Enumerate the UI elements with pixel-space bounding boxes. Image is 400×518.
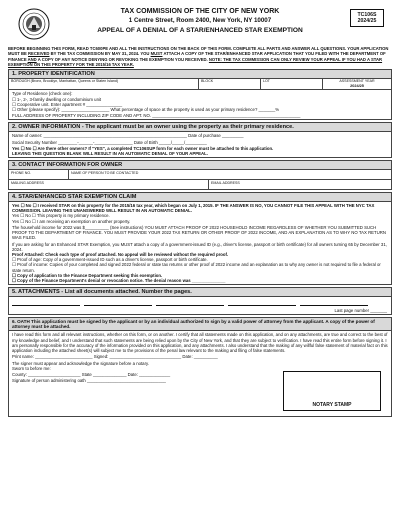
residence-option-other[interactable]: ☐ Other (please specify): ____________________ What percentage of space at the property is used as your primary residence? _______%	[12, 107, 280, 113]
notary-ack-note: The signer must appear and acknowledge the signature before a notary.	[12, 360, 150, 366]
lot-label: LOT	[263, 79, 270, 84]
form-id-box	[350, 9, 384, 27]
contact-row-1	[8, 170, 392, 180]
intro-note: THE TAX COMMISSION CAN ONLY REVIEW YOUR APPEAL IF YOU HAD A STAR EXEMPTION ON THIS PROPERTY FOR THE 2015/16 TAX YEAR.	[8, 56, 383, 67]
household-income-field[interactable]: The household income for 2022 was $__________ (See instructions) YOU MUST ATTACH PROOF OF 2022 HOUSEHOLD INCOME REGARDLESS OF WHETHER YOU SUBMITTED SUCH PROOF TO THE DEPARTMENT OF FINANCE. YOU MUST PROVIDE YOUR 2022 TAX RETURN OR OTHER PROOF OF 2022 INCOME, AND AN EXPLANATION AS TO WHY NO TAX RETURN WAS FILED.	[12, 224, 386, 241]
assessment-year-value: 2024/25	[350, 84, 364, 89]
email-label: EMAIL ADDRESS	[211, 180, 240, 185]
title-block	[68, 8, 332, 35]
intro-text-1: BEFORE BEGINNING THIS FORM, READ TC600PE AND ALL THE INSTRUCTIONS ON THE BACK OF THIS FORM. COMPLETE ALL PARTS AND ANSWER ALL QUESTIONS. YOUR APPLICATION MUST BE	[8, 46, 389, 57]
city-seal-icon	[18, 8, 50, 40]
form-id: TC106S	[357, 12, 377, 18]
residence-type-box	[8, 90, 392, 120]
block-label: BLOCK	[201, 79, 214, 84]
ssn-dob-field[interactable]: Social Security Number ________-______-________________ Date of Birth _____/_____/_________	[12, 139, 207, 145]
section-5-header: 5. ATTACHMENTS - List all documents attached. Number the pages.	[8, 287, 392, 297]
mailing-address-label: MAILING ADDRESS	[11, 180, 44, 185]
contact-person-label: NAME OF PERSON TO BE CONTACTED	[71, 170, 139, 175]
section-2-header: 2. OWNER INFORMATION - The applicant must be an owner using the property as their primary residence.	[8, 122, 392, 132]
notary-stamp-label: NOTARY STAMP	[312, 402, 352, 409]
intro-text-2: BY THE TAX COMMISSION BY MAY 31, 2024. YOU	[49, 51, 151, 57]
intro-note-label: NOTE:	[208, 56, 222, 62]
last-page-number-field[interactable]: Last page number _______	[334, 307, 387, 313]
full-address-field[interactable]: FULL ADDRESS OF PROPERTY INCLUDING ZIP CODE AND APT. NO. ______________________________________________________________	[12, 113, 301, 119]
assessment-year-field	[323, 79, 391, 90]
form-year: 2024/25	[357, 18, 377, 25]
property-id-row	[8, 79, 392, 91]
other-owners-question[interactable]: Yes ☐ No ☐ Are there other owners? If "YES", a completed TC106SUP form for each owner must be attached to this application.	[12, 145, 274, 151]
attachment-line-5[interactable]	[300, 298, 368, 306]
blank-warning: LEAVING THIS QUESTION BLANK WILL RESULT IN AN AUTOMATIC DENIAL OF YOUR APPEAL.	[12, 151, 208, 156]
oath-text: I have read this form and all relevant instructions, whether on this form, or on another. I certify that all statements made on this application, and on any attachments, are true and correct to the best of my knowledge and belief, and I understand that such statements are being relied upon by the City of New York, and that they are subject to verification. I have read this entire form before signing it. I am personally responsible for the accuracy of the information provided on this application, and any attachments. I also understand that the making of any willful false statement of material fact on this application including the attached sheet(s) will subject me to the provisions of the penal law relevant to the making and filing of false statements.	[12, 332, 388, 354]
owner-info-box	[8, 132, 392, 158]
section-3-header: 3. CONTACT INFORMATION FOR OWNER	[8, 160, 392, 170]
assessment-year-label: ASSESSMENT YEAR	[339, 79, 375, 84]
section-6-header: 6. OATH This application must be signed by the applicant or by an individual authorized to sign by a valid power of attorney from the applicant. A copy of the power of attorney must be attached.	[8, 317, 392, 331]
enhanced-star-note: If you are asking for an Enhanced STAR Exemption, you MUST attach a copy of a government-issued ID (e.g., driver's license, passport or birth certificate) for all owners turning 65 by December 31, 2024.	[12, 241, 387, 252]
residence-option-family[interactable]: ☐ 1-, 2-, 3-family dwelling or condominium unit	[12, 96, 102, 102]
contact-person-field[interactable]	[69, 170, 391, 179]
intro-text-3: ATTACH A COPY OF THE STAR/ENHANCED STAR APPLICATION THAT YOU FILED WITH THE DEPARTMENT OF FINANCE	[8, 51, 386, 62]
agency-address: 1 Centre Street, Room 2400, New York, NY 10007	[128, 16, 272, 24]
proof-attached-heading: Proof Attached: Check each type of proof attached. No appeal will be reviewed without the required proof.	[12, 251, 229, 257]
proof-denial-checkbox[interactable]: ☐ Copy of the Finance Department's denial or revocation notice. The denial reason was ______________	[12, 278, 226, 284]
proof-age-checkbox[interactable]: ☐ Proof of age: Copy of a government-issued ID such as a driver's license, passport or birth certificate.	[12, 257, 208, 263]
mailing-address-field[interactable]	[9, 180, 209, 189]
intro-paragraph	[8, 46, 392, 67]
borough-field[interactable]	[9, 79, 199, 90]
intro-and: AND	[27, 56, 37, 62]
county-state-date-field[interactable]: County: ______________________ State ______________ Date: _____________	[12, 372, 171, 378]
attachments-box[interactable]	[8, 297, 392, 315]
proof-income-checkbox[interactable]: ☐ Proof of income: Copies of your completed and signed 2022 federal or state tax returns or other proof of 2022 income and an explanation as to why any owner is not required to file a federal or state return.	[12, 262, 381, 273]
form-header	[8, 6, 392, 42]
contact-row-2	[8, 180, 392, 190]
primary-residence-question[interactable]: Yes ☐ No ☐ This property is my primary residence.	[12, 213, 110, 219]
borough-label: BOROUGH (Bronx, Brooklyn, Manhattan, Queens or Staten Island)	[11, 79, 119, 84]
other-exemption-question[interactable]: Yes ☐ No ☐ I am receiving an exemption on another property.	[12, 218, 131, 224]
email-field[interactable]	[209, 180, 391, 189]
attachment-line-1[interactable]	[12, 298, 80, 306]
phone-label: PHONE NO.	[11, 170, 32, 175]
sworn-label: Sworn to before me:	[12, 365, 51, 371]
star-2015-question[interactable]: Yes ☐ No ☐ I received STAR on this property for the 2015/16 tax year, which began on July 1, 2015. IF THE ANSWER IS NO, YOU CANNOT FILE THIS APPEAL WITH THE NYC TAX COMMISSION. LEAVING THIS UNANSWERED WILL RESULT IN AN AUTOMATIC DENIAL.	[12, 202, 375, 214]
exemption-claim-box	[8, 202, 392, 286]
owner-name-field[interactable]: Name of owner: ____________________________________________________________ Date of purchase _________	[12, 133, 244, 139]
phone-field[interactable]	[9, 170, 69, 179]
attachment-line-3[interactable]	[156, 298, 224, 306]
intro-received: RECEIVED	[28, 51, 50, 57]
block-field[interactable]	[199, 79, 261, 90]
section-1-header: 1. PROPERTY IDENTIFICATION	[8, 69, 392, 79]
section-4-header: 4. STAR/ENHANCED STAR EXEMPTION CLAIM	[8, 192, 392, 202]
attachment-line-2[interactable]	[84, 298, 152, 306]
notary-stamp-box	[283, 371, 381, 411]
intro-text-4: A COPY OF ANY NOTICE DENYING OR REVOKING THE EXEMPTION YOU RECEIVED.	[36, 56, 209, 62]
form-title: APPEAL OF A DENIAL OF A STAR/ENHANCED STAR EXEMPTION	[97, 27, 303, 35]
attachment-line-4[interactable]	[228, 298, 296, 306]
intro-must: MUST	[150, 51, 163, 57]
print-name-signature-field[interactable]: Print name: ________________________ Signed: ______________________________ Date: __________	[12, 354, 218, 360]
oath-box	[8, 331, 392, 417]
lot-field[interactable]	[261, 79, 323, 90]
residence-type-label: Type of Residence (check one):	[12, 91, 73, 97]
proof-application-checkbox[interactable]: ☐ Copy of application to the Finance Department seeking this exemption.	[12, 272, 163, 278]
officer-signature-field[interactable]: Signature of person administering oath _________________________________	[12, 378, 166, 384]
agency-name: TAX COMMISSION OF THE CITY OF NEW YORK	[120, 8, 280, 15]
residence-option-coop[interactable]: ☐ Cooperative unit. Enter apartment # _______________	[12, 101, 123, 107]
